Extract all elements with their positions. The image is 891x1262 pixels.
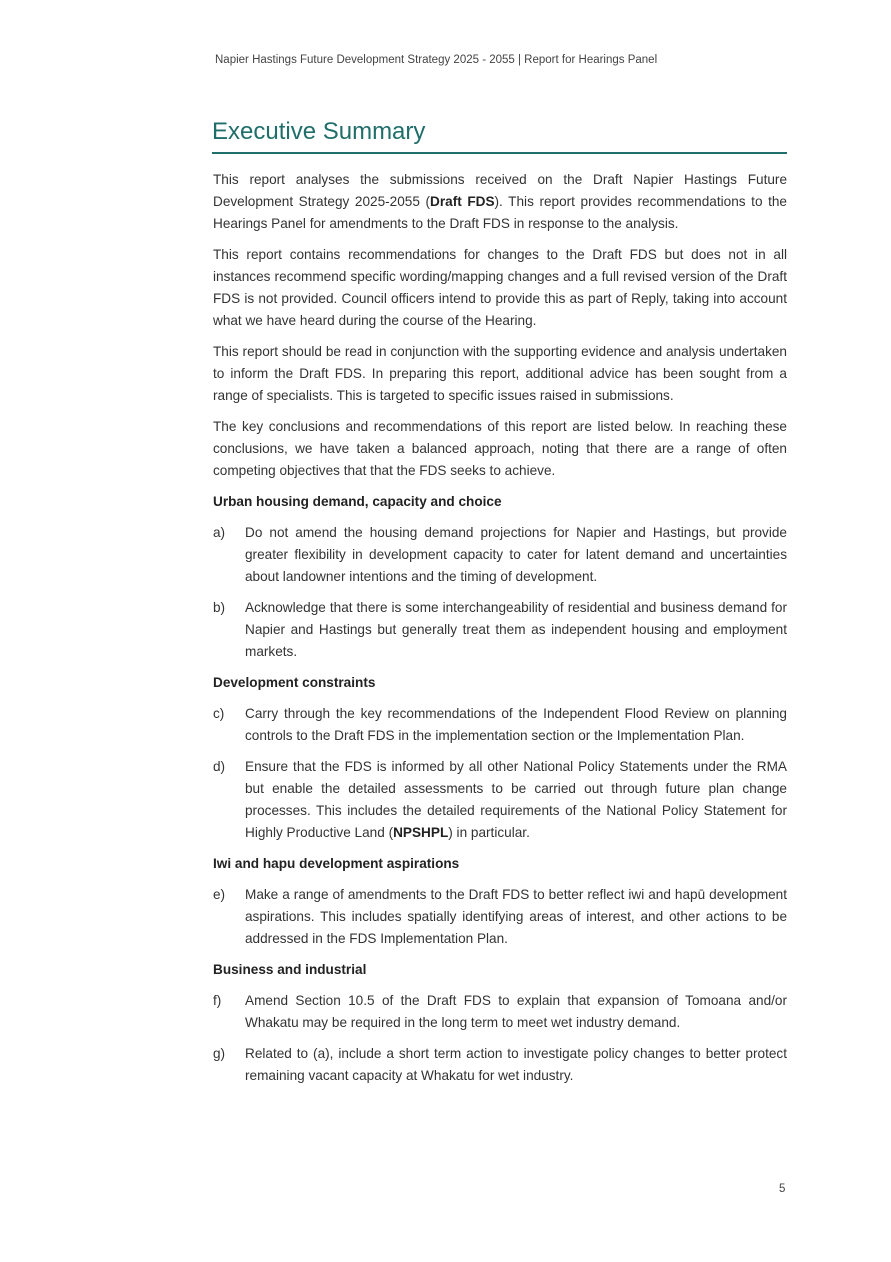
item-label: d) [213,759,226,774]
item-text: Amend Section 10.5 of the Draft FDS to explain that expansion of Tomoana and/or Whakatu may be required in the long term to meet wet industry demand. [245,993,787,1030]
item-text: Make a range of amendments to the Draft FDS to better reflect iwi and hapū development aspirations. This includes spatially identifying areas of interest, and other actions to be addressed in the FDS Implementation Plan. [245,887,787,946]
recommendation-d [213,756,787,844]
intro-paragraph-2: This report contains recommendations for changes to the Draft FDS but does not in all instances recommend specific wording/mapping changes and a full revised version of the Draft FDS is not provided. Council officers intend to provide this as part of Reply, taking into account what we have heard during the course of the Hearing. [213,247,787,328]
intro-paragraph-4: The key conclusions and recommendations of this report are listed below. In reaching these conclusions, we have taken a balanced approach, noting that there are a range of often competing objectives that that the FDS seeks to achieve. [213,419,787,478]
item-label: c) [213,706,225,721]
document-body [212,118,787,1096]
defined-term: NPSHPL [393,825,449,840]
text-run: ) in particular. [448,825,530,840]
item-text: Do not amend the housing demand projections for Napier and Hastings, but provide greater flexibility in development capacity to cater for latent demand and uncertainties about landowner intentions and the timing of development. [245,525,787,584]
item-text: Related to (a), include a short term action to investigate policy changes to better protect remaining vacant capacity at Whakatu for wet industry. [245,1046,787,1083]
recommendation-e [213,884,787,950]
item-label: f) [213,993,222,1008]
item-text [245,756,787,844]
subheading-constraints: Development constraints [213,675,376,690]
text-run: This report analyses the submissions received on the Draft Napier Hastings Future Development Strategy 2025-2055 ( [213,172,787,209]
intro-paragraph-3: This report should be read in conjunction with the supporting evidence and analysis undertaken to inform the Draft FDS. In preparing this report, additional advice has been sought from a range of specialists. This is targeted to specific issues raised in submissions. [213,344,787,403]
defined-term: Draft FDS [430,194,495,209]
item-label: b) [213,600,226,615]
text-run: ). This report provides recommendations to the Hearings Panel for amendments to the Draft FDS in response to the analysis. [213,194,787,231]
subheading-iwi: Iwi and hapu development aspirations [213,856,460,871]
subheading-housing: Urban housing demand, capacity and choice [213,494,502,509]
running-header: Napier Hastings Future Development Strategy 2025 - 2055 | Report for Hearings Panel [215,54,658,66]
recommendation-b [213,597,787,663]
page-number: 5 [779,1183,786,1195]
recommendation-g [213,1043,787,1087]
text-run: Ensure that the FDS is informed by all other National Policy Statements under the RMA but enable the detailed assessments to be carried out through future plan change processes. This includes the detailed requirements of the National Policy Statement for Highly Productive Land ( [245,759,787,840]
item-text: Acknowledge that there is some interchangeability of residential and business demand for Napier and Hastings but generally treat them as independent housing and employment markets. [245,600,787,659]
subheading-business: Business and industrial [213,962,367,977]
recommendation-c [213,703,787,747]
intro-paragraph-1 [213,169,787,235]
section-title: Executive Summary [212,118,787,154]
recommendation-f [213,990,787,1034]
item-label: a) [213,525,226,540]
item-text: Carry through the key recommendations of the Independent Flood Review on planning controls to the Draft FDS in the implementation section or the Implementation Plan. [245,706,787,743]
item-label: g) [213,1046,226,1061]
item-label: e) [213,887,226,902]
recommendation-a [213,522,787,588]
